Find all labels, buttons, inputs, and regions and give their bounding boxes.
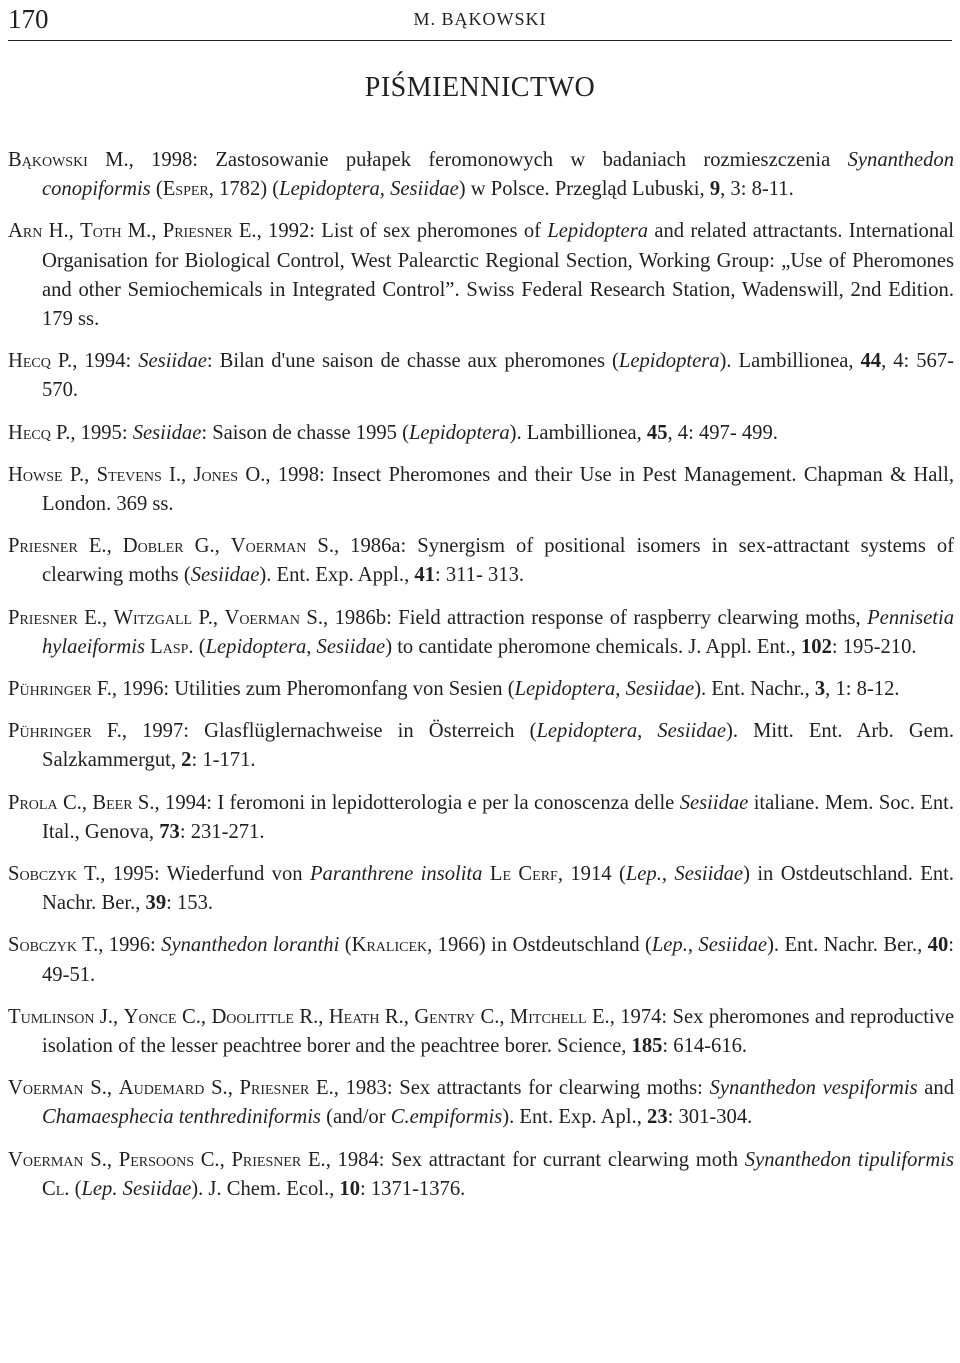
reference-text: 73 <box>159 820 180 843</box>
reference-text: : 195-210. <box>831 635 917 658</box>
reference-entry <box>8 675 954 704</box>
reference-text: , 1992: List of sex pheromones of <box>256 220 548 243</box>
reference-text: Lepidoptera <box>536 720 638 743</box>
reference-text: : 49-51. <box>42 934 954 986</box>
reference-text: 9 <box>709 178 721 201</box>
reference-text: Pühringer F. <box>8 678 112 701</box>
reference-text: , <box>151 220 163 243</box>
reference-text: 40 <box>927 934 949 957</box>
reference-text: 41 <box>414 564 435 587</box>
reference-entry <box>8 146 954 204</box>
reference-text: 10 <box>339 1177 361 1200</box>
reference-text: , <box>227 1077 240 1100</box>
reference-text: Sobczyk T. <box>8 934 99 957</box>
header-rule <box>8 40 952 41</box>
reference-text: , <box>101 606 114 629</box>
reference-text: Bąkowski M. <box>8 149 129 171</box>
reference-text: Howse P. <box>8 463 85 486</box>
reference-text: Sesiidae <box>657 720 727 743</box>
reference-text: ) w Polsce. Przegląd Lubuski, <box>458 178 710 201</box>
reference-text: , 4: 497- 499. <box>667 421 778 444</box>
reference-text: Lasp. <box>150 635 194 658</box>
reference-text: ( <box>69 1177 82 1200</box>
reference-text: Lepidoptera <box>514 678 616 701</box>
reference-text: , 3: 8-11. <box>720 178 794 201</box>
reference-text: , <box>499 1005 510 1028</box>
reference-text: Gentry C. <box>414 1005 500 1028</box>
reference-text: 44 <box>860 350 882 373</box>
section-title: PIŚMIENNICTWO <box>364 72 596 103</box>
reference-text: , <box>106 1077 119 1100</box>
reference-text: Heath R. <box>328 1005 404 1028</box>
reference-text: Lep. Sesiidae <box>81 1177 192 1200</box>
reference-text: Synanthedon loranthi <box>161 934 340 957</box>
reference-text: ). Ent. Exp. Apl., <box>502 1106 648 1129</box>
reference-text: Sesiidae <box>316 635 386 658</box>
reference-text: Sobczyk T. <box>8 863 101 886</box>
reference-text: 185 <box>631 1035 663 1058</box>
reference-entry <box>8 419 954 448</box>
reference-text: and related attractants. International Organisation for Biological Control, West Palearctic Regional Section, Working Group: „Use of Pheromones and other Semiochemicals in Integrated Control”. Swiss Federal Research Station, Wadenswill, 2nd Edition. 179 ss. <box>42 220 955 331</box>
reference-text: Jones O. <box>193 463 266 486</box>
reference-text: Dobler G. <box>122 535 215 558</box>
reference-entry <box>8 789 954 847</box>
reference-text: Sesiidae <box>698 934 768 957</box>
reference-text: , 1995: <box>70 421 133 444</box>
reference-text: , <box>106 535 123 558</box>
reference-text: Cl. <box>42 1177 70 1200</box>
reference-entry <box>8 532 954 590</box>
reference-text: , <box>403 1005 415 1028</box>
reference-text: 3 <box>814 678 826 701</box>
reference-text: Sesiidae <box>625 678 695 701</box>
reference-text: Le Cerf <box>489 863 558 886</box>
reference-text: , <box>113 1005 124 1028</box>
reference-text: : 231-271. <box>179 820 265 843</box>
reference-text: Esper <box>162 178 209 201</box>
reference-text: Lep. <box>651 934 688 957</box>
reference-text: : 301-304. <box>667 1106 753 1129</box>
reference-text: Arn H. <box>8 220 69 243</box>
reference-text: ). Ent. Exp. Appl., <box>259 564 415 587</box>
reference-text: : 311- 313. <box>434 564 525 587</box>
reference-text: Witzgall P. <box>113 606 213 629</box>
reference-text: , 1994: <box>72 350 139 373</box>
reference-text: , <box>219 1148 232 1171</box>
reference-text: Hecq P. <box>8 421 71 444</box>
reference-text: ) in Ostdeutschland. Ent. Nachr. Ber., <box>42 863 954 915</box>
reference-entry <box>8 604 954 662</box>
reference-text: : 153. <box>166 892 214 915</box>
reference-text: , 4: 567-570. <box>42 350 955 402</box>
reference-list <box>8 146 954 1217</box>
reference-text: , <box>212 606 225 629</box>
reference-text: Priesner E. <box>8 606 102 629</box>
reference-text: Sesiidae <box>138 350 207 373</box>
reference-text: , <box>306 635 317 658</box>
reference-text: , <box>200 1005 212 1028</box>
reference-text: italiane. Mem. Soc. Ent. Ital., Genova, <box>42 791 954 843</box>
reference-text: Voerman S. <box>8 1077 107 1100</box>
reference-text: Synanthedon conopiformis <box>42 149 954 201</box>
reference-text: and <box>917 1077 955 1100</box>
reference-text: , 1998: Insect Pheromones and their Use in Pest Management. Chapman & Hall, London. 369 ss. <box>42 463 955 516</box>
page-number: 170 <box>8 4 49 34</box>
reference-text: 102 <box>800 635 832 658</box>
reference-text: , 1998: Zastosowanie pułapek feromonowych w badaniach rozmieszczenia <box>128 149 848 171</box>
reference-entry <box>8 860 954 918</box>
reference-text: Doolittle R. <box>211 1005 319 1028</box>
reference-text: , 1: 8-12. <box>825 678 900 701</box>
reference-text: Persoons C. <box>118 1148 220 1171</box>
reference-entry <box>8 1074 954 1132</box>
reference-entry <box>8 461 954 519</box>
reference-text: 23 <box>647 1106 668 1129</box>
reference-text: ). J. Chem. Ecol., <box>191 1177 340 1200</box>
reference-entry <box>8 1003 954 1061</box>
reference-text: Voerman S. <box>230 535 334 558</box>
reference-text: , 1996: Utilities zum Pheromonfang von Sesien ( <box>111 678 515 701</box>
reference-text: Paranthrene insolita <box>309 863 483 886</box>
reference-entry <box>8 1146 954 1204</box>
reference-text: , <box>81 791 93 814</box>
reference-text: : Bilan d'une saison de chasse aux pheromones ( <box>206 350 619 373</box>
reference-entry <box>8 347 954 405</box>
reference-text: , 1995: Wiederfund von <box>100 863 310 886</box>
reference-text: , <box>661 863 675 886</box>
reference-text: ). Lambillionea, <box>719 350 861 373</box>
reference-text: , 1914 ( <box>557 863 626 886</box>
reference-text: Sesiidae <box>190 564 260 587</box>
reference-text: , 1994: I feromoni in lepidotterologia e per la conoscenza delle <box>154 791 680 814</box>
reference-text: Hecq P. <box>8 350 73 373</box>
reference-text: , 1986a: Synergism of positional isomers in sex-attractant systems of clearwing moths ( <box>42 535 955 587</box>
reference-text: Prola C. <box>8 791 82 814</box>
reference-text: , 1966) in Ostdeutschland ( <box>427 934 652 957</box>
reference-text: , <box>615 678 626 701</box>
reference-text: ) to cantidate pheromone chemicals. J. Appl. Ent., <box>385 635 801 658</box>
reference-text: Pühringer F. <box>8 720 122 743</box>
reference-text: Priesner E. <box>8 535 107 558</box>
reference-text: : Saison de chasse 1995 ( <box>201 421 409 444</box>
reference-text: , <box>318 1005 329 1028</box>
reference-text: , <box>84 463 97 486</box>
reference-text: , 1997: Glasflüglernachweise in Österreich ( <box>121 720 537 743</box>
reference-text: ( <box>193 635 206 658</box>
reference-entry <box>8 931 954 989</box>
reference-text: , 1986b: Field attraction response of raspberry clearwing moths, <box>323 606 868 629</box>
reference-text: 45 <box>646 421 668 444</box>
reference-text: , <box>214 535 231 558</box>
reference-text: Voerman S. <box>8 1148 107 1171</box>
reference-text: Pennisetia hylaeiformis <box>42 606 955 658</box>
reference-text <box>482 863 489 885</box>
reference-text: , 1984: Sex attractant for currant clearwing moth <box>325 1148 745 1171</box>
reference-text: , <box>687 934 699 957</box>
reference-text: Audemard S. <box>118 1077 228 1100</box>
reference-text: , <box>637 720 658 743</box>
reference-text: 2 <box>181 749 192 772</box>
reference-text: ). Ent. Nachr., <box>694 678 815 701</box>
reference-text: , <box>106 1148 119 1171</box>
reference-text: Priesner E. <box>162 220 257 243</box>
reference-text: , 1974: Sex pheromones and reproductive isolation of the lesser peachtree borer and the peachtree borer. Science, <box>42 1005 955 1058</box>
reference-text: Sesiidae <box>132 421 202 444</box>
reference-text: Toth M. <box>80 220 152 243</box>
reference-text: Beer S. <box>92 791 155 814</box>
reference-entry <box>8 217 954 334</box>
reference-text: Lepidoptera <box>408 421 510 444</box>
reference-text: : 1371-1376. <box>360 1177 466 1200</box>
reference-text: C.empiformis <box>390 1106 503 1129</box>
reference-text: ). Ent. Nachr. Ber., <box>767 934 928 957</box>
reference-text: Stevens I. <box>96 463 182 486</box>
reference-text: Chamaesphecia tenthrediniformis <box>42 1106 321 1129</box>
reference-text: Voerman S. <box>224 606 324 629</box>
reference-text: Lepidoptera <box>618 350 720 373</box>
reference-text: Lepidoptera <box>205 635 307 658</box>
reference-text: Tumlinson J. <box>8 1005 114 1028</box>
reference-text: , 1983: Sex attractants for clearwing moths: <box>333 1077 710 1100</box>
reference-text: Synanthedon tipuliformis <box>744 1148 955 1171</box>
page-header <box>0 0 960 42</box>
reference-text: Priesner E. <box>239 1077 334 1100</box>
reference-text: : 614-616. <box>662 1035 748 1058</box>
reference-text: , <box>68 220 81 243</box>
reference-text: Lepidoptera, Sesiidae <box>279 178 459 201</box>
reference-text: , 1782) ( <box>208 178 280 201</box>
reference-text: : 1-171. <box>191 749 256 772</box>
reference-text: Yonce C. <box>123 1005 201 1028</box>
reference-entry <box>8 717 954 775</box>
reference-text: ( <box>339 934 352 957</box>
reference-text: ). Lambillionea, <box>509 421 647 444</box>
reference-text: Lep. <box>625 863 662 886</box>
reference-text: 39 <box>145 892 167 915</box>
reference-text: , 1996: <box>98 934 162 957</box>
reference-text: (and/or <box>320 1106 391 1129</box>
reference-text: Mitchell E. <box>509 1005 610 1028</box>
reference-text: Sesiidae <box>679 791 749 814</box>
reference-text: Sesiidae <box>674 863 744 886</box>
reference-text: ). Mitt. Ent. Arb. Gem. Salzkammergut, <box>42 720 954 772</box>
reference-text: Priesner E. <box>231 1148 326 1171</box>
reference-text: Synanthedon vespiformis <box>709 1077 918 1100</box>
reference-text: Kralicek <box>351 934 428 957</box>
reference-text: , <box>181 463 194 486</box>
reference-text: Lepidoptera <box>547 220 649 243</box>
reference-text: ( <box>150 178 163 201</box>
running-head: M. BĄKOWSKI <box>413 9 547 29</box>
